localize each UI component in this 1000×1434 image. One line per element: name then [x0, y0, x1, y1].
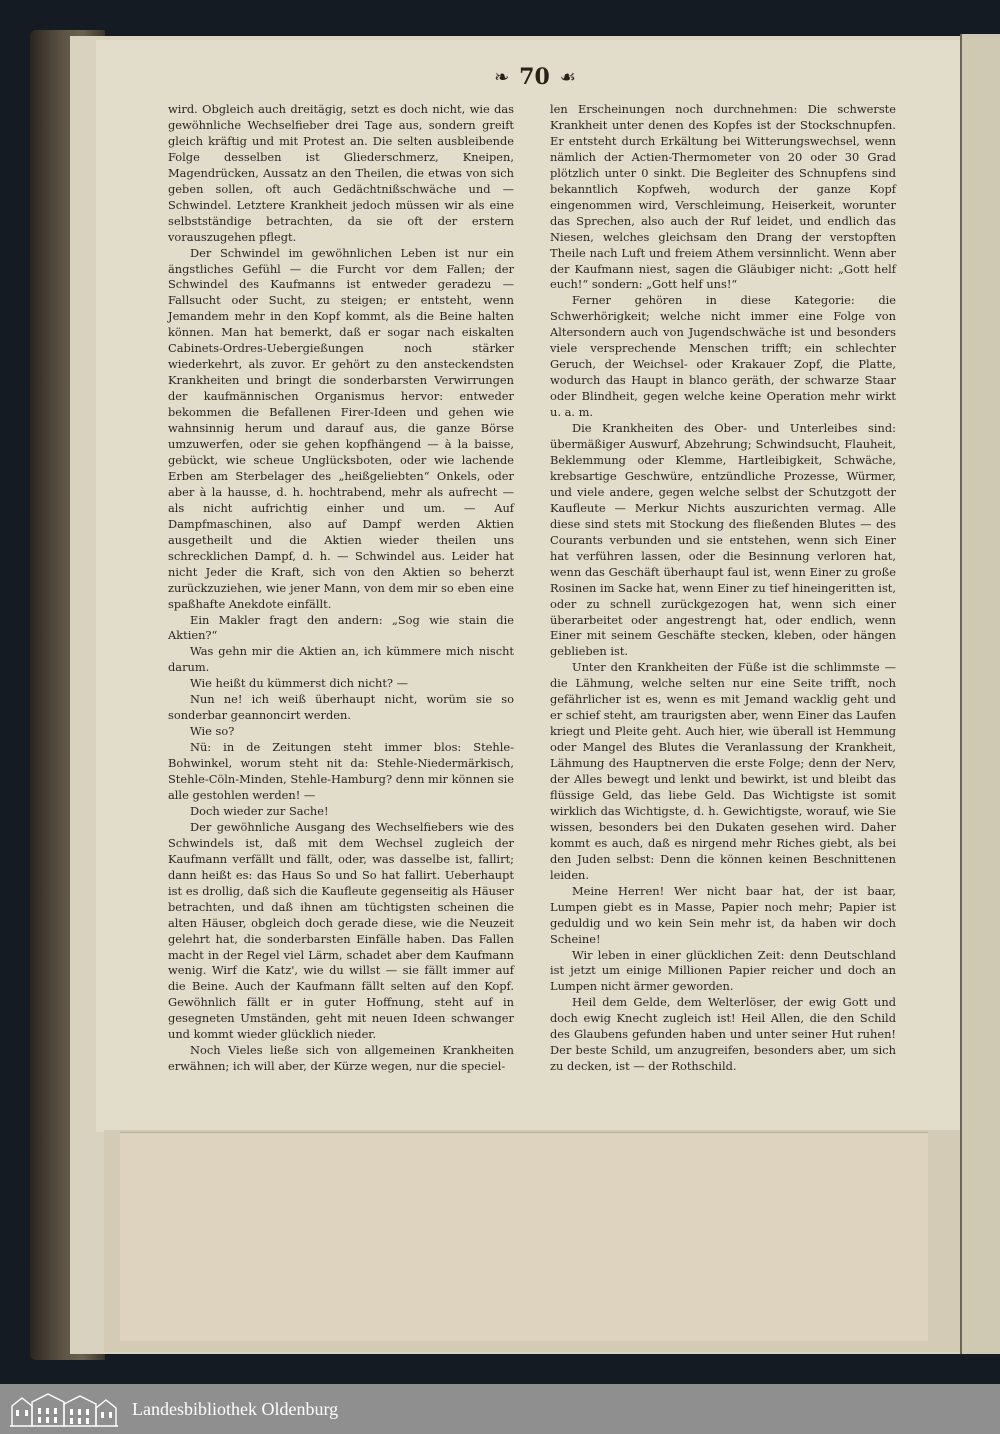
paragraph: Ferner gehören in diese Kategorie: die Schwerhörigkeit; welche nicht immer eine Folge von Altersondern auch von Jugendschwäche ist und besonders viele versprechende Menschen trifft; ein schlechter Geruch, der Weichsel- oder Krakauer Zopf, die Platte, wodurch das Haupt in blanco geräth, der schwarze Staar oder Blindheit, gegen welche keine Operation mehr wirkt u. a. m. — [550, 293, 896, 420]
paragraph: Der Schwindel im gewöhnlichen Leben ist nur ein ängstliches Gefühl — die Furcht vor dem Fallen; der Schwindel des Kaufmanns ist entweder geradezu — Fallsucht oder Sucht, zu steigen; er entsteht, wenn Jemandem mehr in den Kopf kommt, als die Beine halten können. Man hat bemerkt, daß er sogar nach eiskalten Cabinets-Ordres-Uebergießungen noch stärker wiederkehrt, als zuvor. Er gehört zu den ansteckendsten Krankheiten und bringt die sonderbarsten Verwirrungen der kaufmännischen Organismus hervor: entweder bekommen die Befallenen Firer-Ideen und gehen wie wahnsinnig herum und darauf aus, die ganze Börse umzuwerfen, oder sie gehen kopfhängend — à la baisse, gebückt, wie scheue Unglücksboten, oder wie lachende Erben am Sterbelager des „heißgeliebten“ Onkels, oder aber à la hausse, d. h. hochtrabend, mehr als aufrecht — als nicht aufrichtig einher und um. — Auf Dampfmaschinen, also auf Dampf werden Aktien ausgetheilt und die Aktien wieder theilen uns schrecklichen Dampf, d. h. — Schwindel aus. Leider hat nicht Jeder die Kraft, sich von den Aktien so beherzt zurückzuziehen, wie jener Mann, von dem mir so eben eine spaßhafte Anekdote einfällt. — [168, 245, 514, 611]
paragraph: wird. Obgleich auch dreitägig, setzt es doch nicht, wie das gewöhnliche Wechselfieber drei Tage aus, sondern greift gleich kräftig und mit Protest an. Die selten ausbleibende Folge desselben ist Gliederschmerz, Kneipen, Magendrücken, Aussatz an den Theilen, die etwas von sich geben sollen, oft auch Gedächtnißschwäche und — Schwindel. Letztere Krankheit jedoch müssen wir als eine selbstständige betrachten, da sie oft der erstern vorauszugehen pflegt. — [168, 102, 514, 244]
paragraph: Wir leben in einer glücklichen Zeit: denn Deutschland ist jetzt um einige Millionen Papier reicher und doch an Lumpen nicht ärmer geworden. — [550, 947, 896, 994]
paragraph: Der gewöhnliche Ausgang des Wechselfiebers wie des Schwindels ist, daß mit dem Wechsel zugleich der Kaufmann verfällt und fällt, oder, was dasselbe ist, fallirt; dann heißt es: das Haus So und So hat fallirt. Ueberhaupt ist es drollig, daß sich die Kaufleute gegenseitig als Häuser betrachten, und daß ihnen am tüchtigsten scheinen die alten Häuser, obgleich doch gerade diese, wie die Neuzeit gelehrt hat, die sonderbarsten Einfälle haben. Das Fallen macht in der Regel viel Lärm, schadet aber dem Kaufmann wenig. Wirf die Katz', wie du willst — sie fällt immer auf die Beine. Auch der Kaufmann fällt selten auf den Kopf. Gewöhnlich fällt er in guter Hoffnung, steht auf in gesegneten Umständen, geht mit neuen Ideen schwanger und kommt wieder glücklich nieder. — [168, 819, 514, 1042]
ornament-left-icon: ❧ — [494, 66, 510, 88]
page-number: 70 — [519, 64, 550, 90]
blank-lower-sheet — [120, 1132, 928, 1341]
left-text-column — [168, 102, 514, 1075]
library-building-icon — [8, 1388, 120, 1430]
paragraph: Ein Makler fragt den andern: „Sog wie stain die Aktien?“ — [168, 612, 514, 643]
paragraph: Die Krankheiten des Ober- und Unterleibes sind: übermäßiger Auswurf, Abzehrung; Schwindsucht, Flauheit, Beklemmung oder Klemme, Hartleibigkeit, Schwäche, krebsartige Geschwüre, entzündliche Prozesse, Würmer, und viele andere, gegen welche selbst der Schutzgott der Kaufleute — Merkur Nichts auszurichten vermag. Alle diese sind stets mit Stockung des fließenden Blutes — des Courants verbunden und sie entstehen, wenn sich Einer hat verführen lassen, oder die Besinnung verloren hat, wenn das Geschäft überhaupt faul ist, wenn Einer zu große Rosinen im Sacke hat, wenn Einer zu tief hineingeritten ist, oder zu schnell zurückgezogen hat, wenn sich einer überarbeitet oder angestrengt hat, oder endlich, wenn Einer mit seinem Geschäfte stecken, kleben, oder hängen geblieben ist. — [550, 421, 896, 659]
paragraph: Wie so? — [190, 724, 235, 739]
paragraph: Doch wieder zur Sache! — [190, 803, 329, 818]
paragraph: Meine Herren! Wer nicht baar hat, der ist baar, Lumpen giebt es in Masse, Papier noch mehr; Papier ist geduldig und wo kein Sein mehr ist, da haben wir doch Scheine! — [550, 883, 896, 946]
paragraph: Wie heißt du kümmerst dich nicht? — — [190, 676, 409, 691]
paragraph: Heil dem Gelde, dem Welterlöser, der ewig Gott und doch ewig Knecht zugleich ist! Heil Allen, die den Schild des Glaubens gefunden haben und unter seiner Hut ruhen! Der beste Schild, um anzugreifen, besonders aber, um sich zu decken, ist — der Rothschild. — [550, 995, 896, 1074]
facing-page-edge — [960, 34, 1000, 1354]
paragraph: Nü: in de Zeitungen steht immer blos: Stehle-Bohwinkel, worum steht nit da: Stehle-Niedermärkisch, Stehle-Cöln-Minden, Stehle-Hamburg? denn mir können sie alle gestohlen werden! — — [168, 740, 514, 802]
library-name: Landesbibliothek Oldenburg — [132, 1399, 339, 1419]
paragraph: len Erscheinungen noch durchnehmen: Die schwerste Krankheit unter denen des Kopfes ist der Stockschnupfen. Er entsteht durch Erkältung bei Witterungswechsel, wenn nämlich der Actien-Thermometer von 20 oder 30 Grad plötzlich unter 0 sinkt. Die Begleiter des Schnupfens sind bekanntlich Kopfweh, wodurch der ganze Kopf eingenommen wird, Verschleimung, Heiserkeit, worunter das Sprechen, also auch der Ruf leidet, und endlich das Niesen, welches gleichsam den Drang der verstopften Theile nach Luft und freiem Athem versinnlicht. Wenn aber der Kaufmann niest, sagen die Gläubiger nicht: „Gott helf euch!“ sondern: „Gott helf uns!“ — [550, 102, 896, 292]
right-text-column — [550, 102, 896, 1075]
paragraph: Unter den Krankheiten der Füße ist die schlimmste — die Lähmung, welche selten nur eine Seite trifft, noch gefährlicher ist es, wenn es mit Jemand wacklig geht und er schief steht, am traurigsten aber, wenn Einer das Laufen kriegt und Pleite geht. Auch hier, wie überall ist Hemmung oder Mangel des Blutes die Veranlassung der Krankheit, Lähmung des Hauptnerven die erste Folge; denn der Nerv, der Alles bewegt und lenkt und bewirkt, ist und bleibt das flüssige Geld, das liebe Geld. Das Wichtigste ist somit wirklich das Wichtigste, d. h. Gewichtigste, worauf, wie Sie wissen, besonders bei den Dukaten gesehen wird. Daher kommt es auch, daß es nirgend mehr Riches giebt, als bei den Juden selbst: Denn die können keinen Beschnittenen leiden. — [550, 660, 896, 882]
library-footer — [0, 1384, 1000, 1434]
paragraph: Noch Vieles ließe sich von allgemeinen Krankheiten erwähnen; ich will aber, der Kürze wegen, nur die speciel- — [168, 1043, 514, 1074]
paragraph: Was gehn mir die Aktien an, ich kümmere mich nischt darum. — [168, 644, 514, 675]
ornament-right-icon: ☙ — [559, 66, 576, 88]
paragraph: Nun ne! ich weiß überhaupt nicht, worüm sie so sonderbar geannoncirt werden. — [168, 692, 514, 723]
page-number-header — [470, 62, 600, 92]
